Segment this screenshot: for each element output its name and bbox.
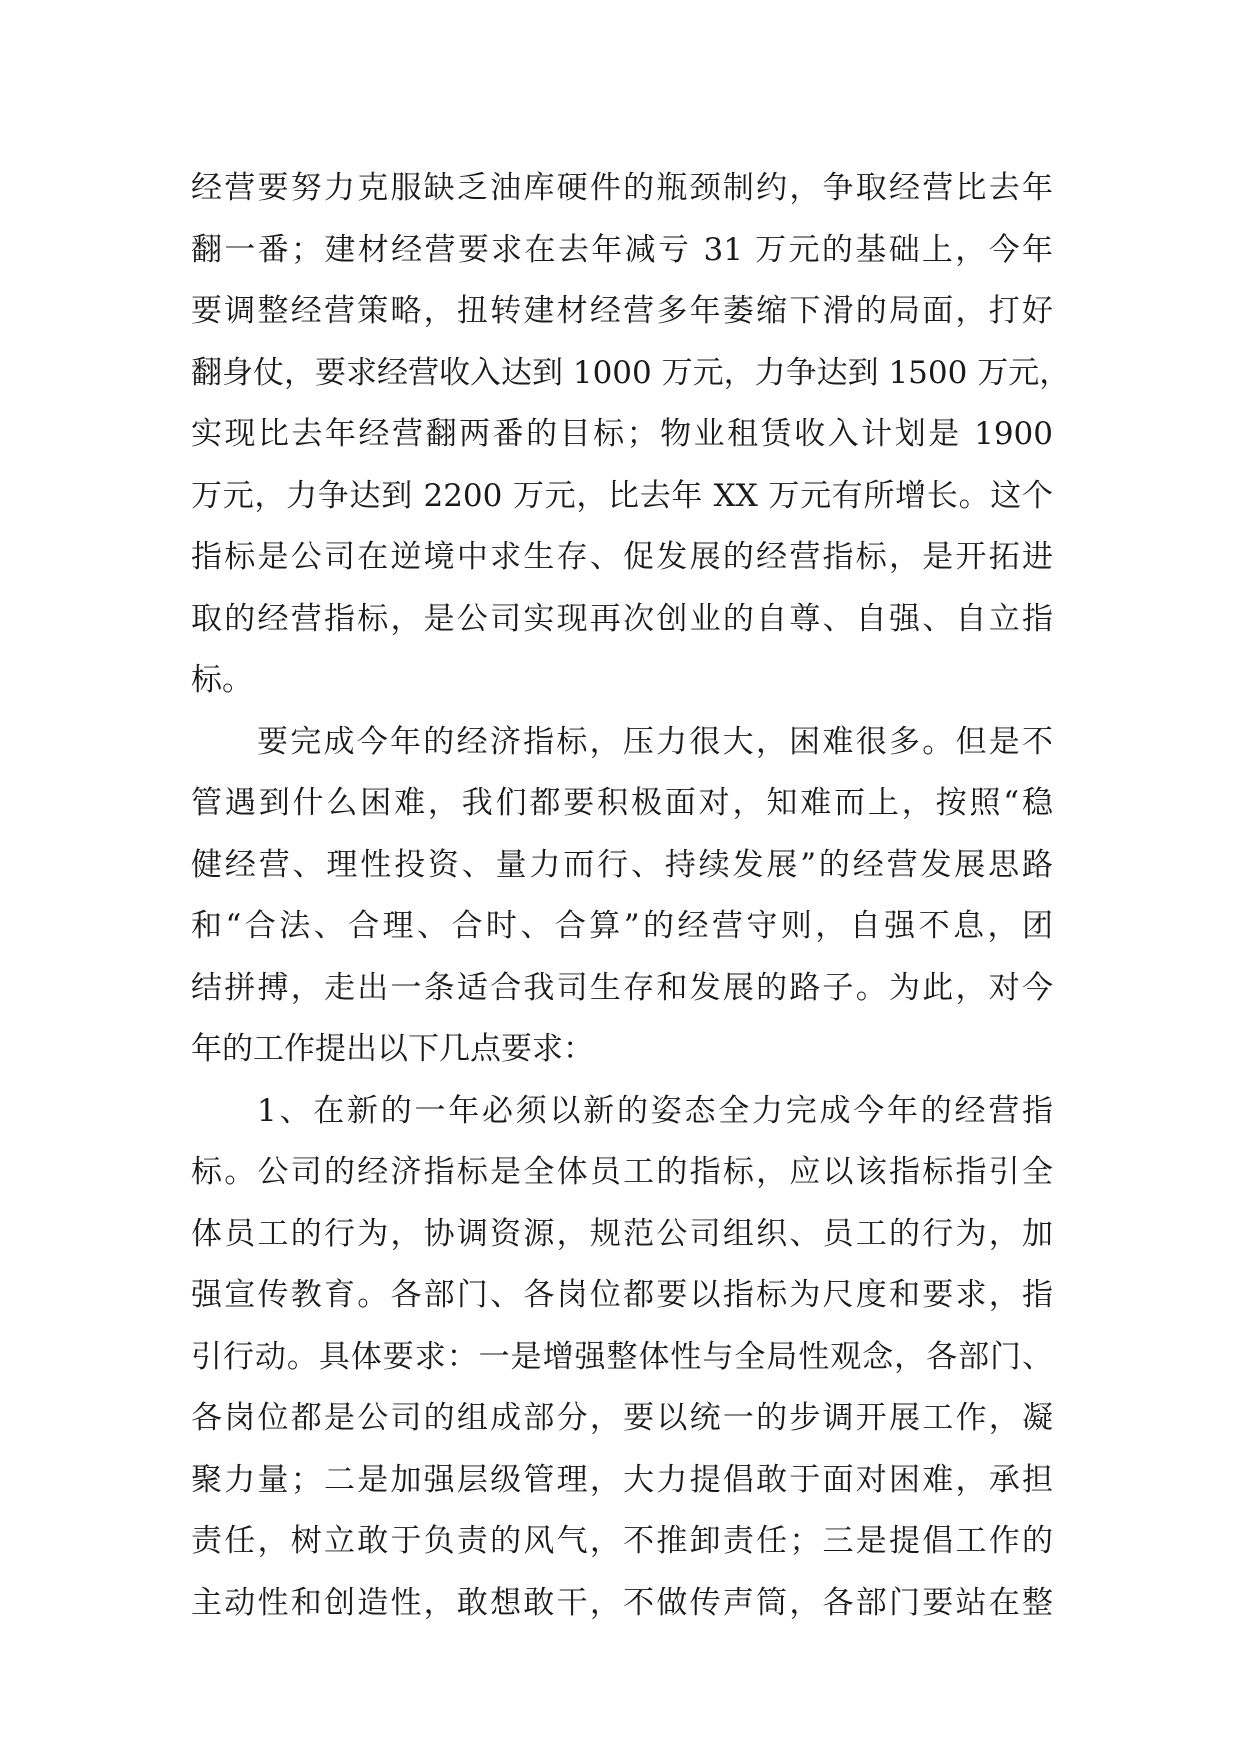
text-line: 实现比去年经营翻两番的目标；物业租赁收入计划是 1900 bbox=[191, 416, 1053, 452]
text-line: 要完成今年的经济指标，压力很大，困难很多。但是不 bbox=[257, 723, 1053, 760]
text-line: 主动性和创造性，敢想敢干，不做传声筒，各部门要站在整 bbox=[191, 1584, 1053, 1621]
text-line: 年的工作提出以下几点要求： bbox=[191, 1031, 594, 1067]
text-line: 翻一番；建材经营要求在去年减亏 31 万元的基础上，今年 bbox=[191, 231, 1053, 268]
text-line: 结拼搏，走出一条适合我司生存和发展的路子。为此，对今 bbox=[191, 969, 1053, 1006]
text-line: 和“合法、合理、合时、合算”的经营守则，自强不息，团 bbox=[191, 908, 1053, 944]
text-line: 强宣传教育。各部门、各岗位都要以指标为尺度和要求，指 bbox=[191, 1277, 1053, 1313]
text-line: 经营要努力克服缺乏油库硬件的瓶颈制约，争取经营比去年 bbox=[191, 170, 1053, 206]
text-line: 标。 bbox=[191, 662, 253, 698]
paragraph-2 bbox=[191, 712, 1053, 1081]
text-line: 1、在新的一年必须以新的姿态全力完成今年的经营指 bbox=[257, 1092, 1053, 1129]
text-line: 指标是公司在逆境中求生存、促发展的经营指标，是开拓进 bbox=[191, 539, 1053, 575]
text-line: 各岗位都是公司的组成部分，要以统一的步调开展工作，凝 bbox=[191, 1400, 1053, 1436]
text-line: 标。公司的经济指标是全体员工的指标，应以该指标指引全 bbox=[191, 1154, 1053, 1190]
text-line: 取的经营指标，是公司实现再次创业的自尊、自强、自立指 bbox=[191, 600, 1053, 637]
paragraph-1 bbox=[191, 158, 1071, 712]
text-line: 万元，力争达到 2200 万元，比去年 XX 万元有所增长。这个 bbox=[191, 477, 1053, 514]
text-line: 翻身仗，要求经营收入达到 1000 万元，力争达到 1500 万元， bbox=[191, 354, 1071, 391]
document-body bbox=[191, 158, 1071, 1634]
paragraph-3 bbox=[191, 1081, 1053, 1635]
text-line: 健经营、理性投资、量力而行、持续发展”的经营发展思路 bbox=[191, 846, 1053, 883]
text-line: 要调整经营策略，扭转建材经营多年萎缩下滑的局面，打好 bbox=[191, 293, 1053, 329]
text-line: 聚力量；二是加强层级管理，大力提倡敢于面对困难，承担 bbox=[191, 1461, 1053, 1498]
text-line: 体员工的行为，协调资源，规范公司组织、员工的行为，加 bbox=[191, 1215, 1053, 1252]
text-line: 管遇到什么困难，我们都要积极面对，知难而上，按照“稳 bbox=[191, 785, 1053, 821]
text-line: 责任，树立敢于负责的风气，不推卸责任；三是提倡工作的 bbox=[191, 1523, 1053, 1559]
text-line: 引行动。具体要求：一是增强整体性与全局性观念，各部门、 bbox=[191, 1338, 1053, 1375]
